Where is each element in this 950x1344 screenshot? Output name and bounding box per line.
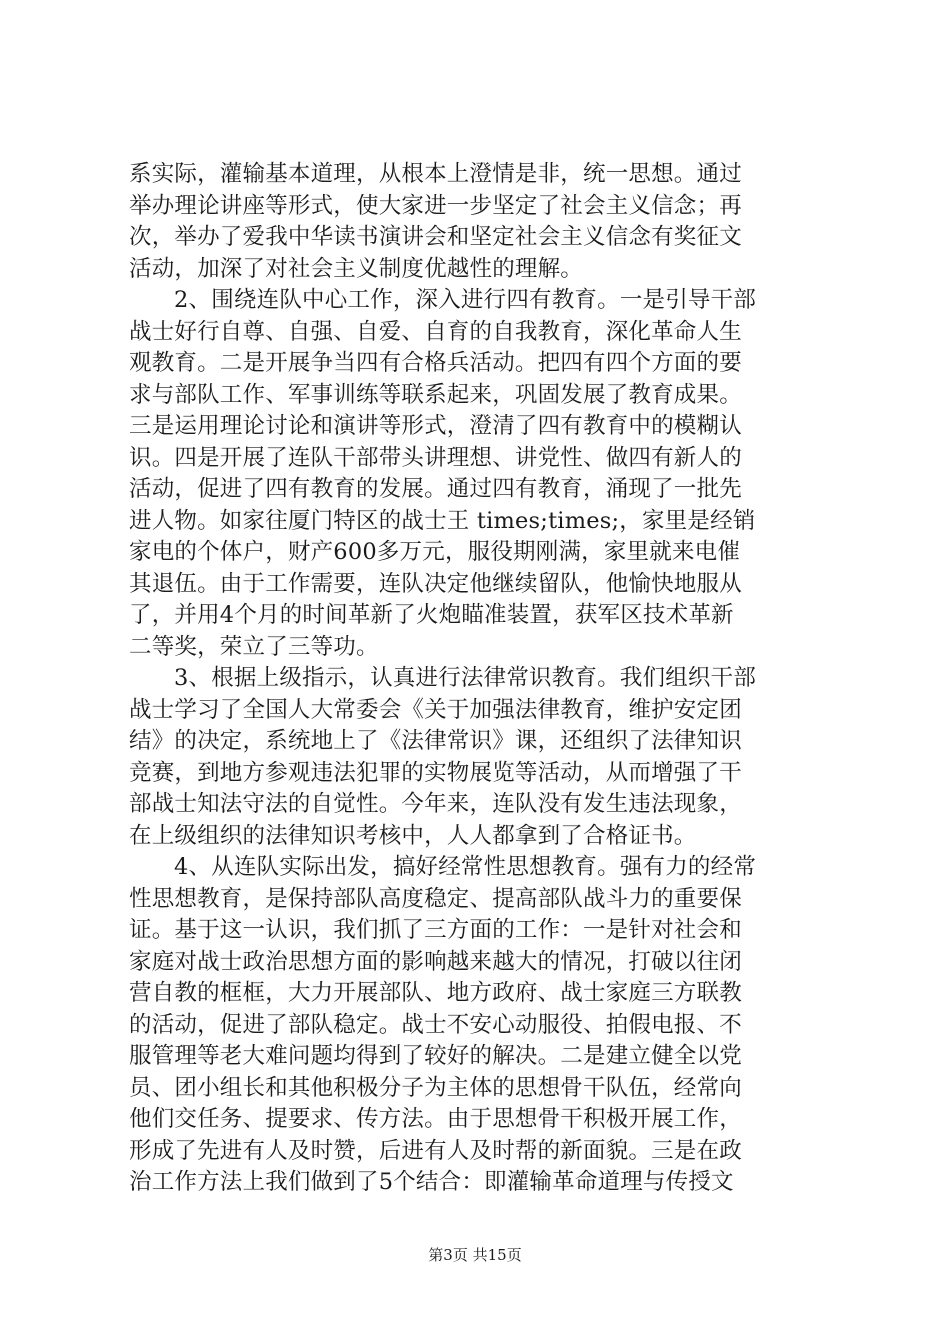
text-line: 活动，促进了四有教育的发展。通过四有教育，涌现了一批先: [129, 476, 742, 502]
text-line: 家电的个体户，财产600多万元，服役期刚满，家里就来电催: [129, 539, 741, 565]
text-line: 在上级组织的法律知识考核中，人人都拿到了合格证书。: [129, 822, 697, 849]
paragraph-4-start: 4、从连队实际出发，搞好经常性思想教育。强有力的经常: [174, 854, 757, 880]
text-line: 治工作方法上我们做到了5个结合：即灌输革命道理与传授文: [129, 1169, 734, 1195]
text-line: 二等奖，荣立了三等功。: [129, 633, 379, 660]
text-line: 部战士知法守法的自觉性。今年来，连队没有发生违法现象，: [129, 791, 742, 817]
text-line: 竞赛，到地方参观违法犯罪的实物展览等活动，从而增强了干: [129, 759, 742, 786]
text-line: 性思想教育，是保持部队高度稳定、提高部队战斗力的重要保: [129, 885, 742, 912]
text-line: 家庭对战士政治思想方面的影响越来越大的情况，打破以往闭: [129, 948, 742, 975]
text-line: 了，并用4个月的时间革新了火炮瞄准装置，获军区技术革新: [129, 602, 734, 628]
paragraph-2-start: 2、围绕连队中心工作，深入进行四有教育。一是引导干部: [174, 287, 757, 313]
text-line: 员、团小组长和其他积极分子为主体的思想骨干队伍，经常向: [129, 1074, 742, 1101]
text-line: 战士学习了全国人大常委会《关于加强法律教育，维护安定团: [129, 696, 742, 723]
text-line: 系实际，灌输基本道理，从根本上澄情是非，统一思想。通过: [129, 161, 742, 187]
document-body: [129, 159, 829, 1199]
page-number-footer: 第3页 共15页: [428, 1246, 522, 1264]
text-line: 三是运用理论讨论和演讲等形式，澄清了四有教育中的模糊认: [129, 413, 742, 439]
text-line: 的活动，促进了部队稳定。战士不安心动服役、拍假电报、不: [129, 1011, 742, 1038]
text-line: 求与部队工作、军事训练等联系起来，巩固发展了教育成果。: [129, 381, 742, 408]
text-line: 举办理论讲座等形式，使大家进一步坚定了社会主义信念；再: [129, 192, 742, 219]
text-line: 他们交任务、提要求、传方法。由于思想骨干积极开展工作，: [129, 1106, 742, 1132]
text-line: 活动，加深了对社会主义制度优越性的理解。: [129, 255, 584, 282]
text-line: 观教育。二是开展争当四有合格兵活动。把四有四个方面的要: [129, 350, 742, 376]
text-line: 次，举办了爱我中华读书演讲会和坚定社会主义信念有奖征文: [129, 224, 742, 250]
text-line: 结》的决定，系统地上了《法律常识》课，还组织了法律知识: [129, 728, 742, 754]
text-line: 进人物。如家往厦门特区的战士王 times;times;，家里是经销: [129, 507, 756, 534]
text-line: 其退伍。由于工作需要，连队决定他继续留队，他愉快地服从: [129, 570, 742, 597]
paragraph-3-start: 3、根据上级指示，认真进行法律常识教育。我们组织干部: [174, 665, 757, 691]
text-line: 证。基于这一认识，我们抓了三方面的工作：一是针对社会和: [129, 917, 742, 943]
text-line: 战士好行自尊、自强、自爱、自育的自我教育，深化革命人生: [129, 318, 742, 345]
text-line: 形成了先进有人及时赞，后进有人及时帮的新面貌。三是在政: [129, 1137, 742, 1164]
text-line: 营自教的框框，大力开展部队、地方政府、战士家庭三方联教: [129, 980, 742, 1006]
text-line: 服管理等老大难问题均得到了较好的解决。二是建立健全以党: [129, 1043, 742, 1069]
text-line: 识。四是开展了连队干部带头讲理想、讲党性、做四有新人的: [129, 444, 742, 471]
